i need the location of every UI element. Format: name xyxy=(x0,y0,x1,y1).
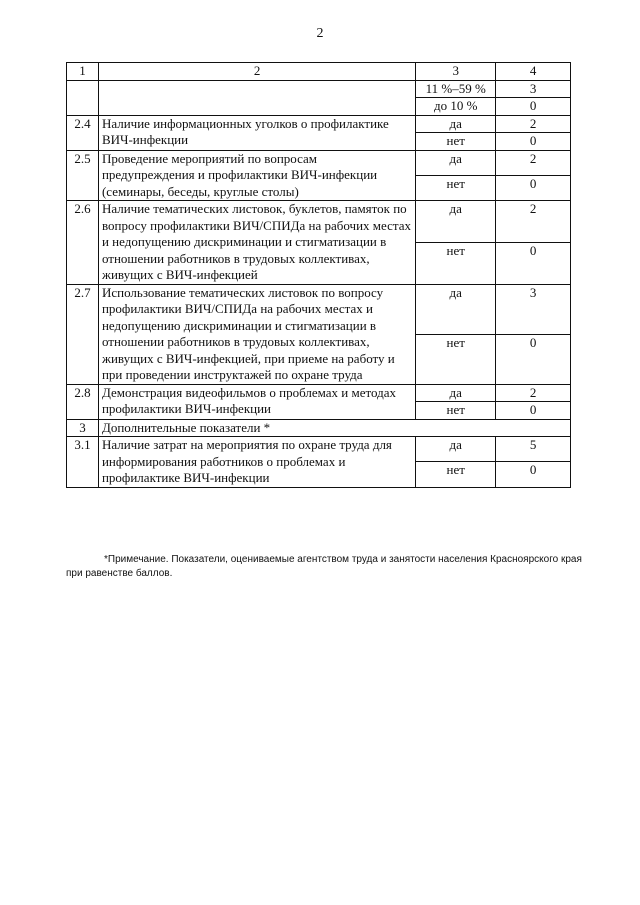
option-label: да xyxy=(416,150,496,175)
header-cell: 4 xyxy=(496,63,571,81)
option-score: 0 xyxy=(496,242,571,284)
option-score: 2 xyxy=(496,150,571,175)
row-number: 2.5 xyxy=(67,150,99,201)
option-score: 2 xyxy=(496,384,571,402)
option-score: 5 xyxy=(496,437,571,462)
option-label: да xyxy=(416,437,496,462)
row-number: 3.1 xyxy=(67,437,99,488)
header-cell: 3 xyxy=(416,63,496,81)
option-label: да xyxy=(416,201,496,243)
row-number: 3 xyxy=(67,419,99,437)
table-row xyxy=(67,437,571,462)
option-label: нет xyxy=(416,402,496,420)
page-number: 2 xyxy=(316,26,324,41)
row-number: 2.6 xyxy=(67,201,99,285)
criterion-description: Наличие информационных уголков о профилактике ВИЧ-инфекции xyxy=(98,115,415,150)
option-label: нет xyxy=(416,133,496,151)
option-score: 0 xyxy=(496,462,571,487)
option-score: 0 xyxy=(496,175,571,200)
footnote: *Примечание. Показатели, оцениваемые агентством труда и занятости населения Красноярского края при равенстве баллов. xyxy=(66,554,582,579)
option-label: нет xyxy=(416,242,496,284)
criterion-description: Наличие тематических листовок, буклетов, памяток по вопросу профилактики ВИЧ/СПИДа на рабочих местах и недопущению дискриминации и стигматизации в отношении работников в трудовых коллективах, живущих с ВИЧ-инфекцией xyxy=(98,201,415,285)
criterion-description xyxy=(98,80,415,115)
criterion-description: Использование тематических листовок по вопросу профилактики ВИЧ/СПИДа на рабочих местах и недопущению дискриминации и стигматизации в отношении работников в трудовых коллективах, живущих с ВИЧ-инфекцией, при приеме на работу и при проведении инструктажей по охране труда xyxy=(98,284,415,384)
criterion-description: Демонстрация видеофильмов о проблемах и методах профилактики ВИЧ-инфекции xyxy=(98,384,415,419)
option-label: 11 %–59 % xyxy=(416,80,496,98)
row-number xyxy=(67,80,99,115)
header-row xyxy=(67,63,571,81)
option-score: 2 xyxy=(496,201,571,243)
section-title: Дополнительные показатели * xyxy=(98,419,570,437)
table-row xyxy=(67,150,571,175)
option-label: до 10 % xyxy=(416,98,496,116)
option-label: нет xyxy=(416,175,496,200)
criterion-description: Наличие затрат на мероприятия по охране труда для информирования работников о проблемах и профилактике ВИЧ-инфекции xyxy=(98,437,415,488)
section-row xyxy=(67,419,571,437)
table-row xyxy=(67,201,571,243)
option-score: 0 xyxy=(496,402,571,420)
table-row xyxy=(67,384,571,402)
option-label: нет xyxy=(416,462,496,487)
table-row xyxy=(67,80,571,98)
criterion-description: Проведение мероприятий по вопросам предупреждения и профилактики ВИЧ-инфекции (семинары, беседы, круглые столы) xyxy=(98,150,415,201)
option-label: да xyxy=(416,115,496,133)
option-label: нет xyxy=(416,334,496,384)
criteria-table xyxy=(66,62,571,488)
table-row xyxy=(67,115,571,133)
header-cell: 2 xyxy=(98,63,415,81)
row-number: 2.4 xyxy=(67,115,99,150)
option-score: 3 xyxy=(496,284,571,334)
table-row xyxy=(67,284,571,334)
option-score: 0 xyxy=(496,334,571,384)
option-label: да xyxy=(416,284,496,334)
row-number: 2.8 xyxy=(67,384,99,419)
option-score: 3 xyxy=(496,80,571,98)
header-cell: 1 xyxy=(67,63,99,81)
option-score: 2 xyxy=(496,115,571,133)
option-score: 0 xyxy=(496,98,571,116)
option-label: да xyxy=(416,384,496,402)
row-number: 2.7 xyxy=(67,284,99,384)
option-score: 0 xyxy=(496,133,571,151)
